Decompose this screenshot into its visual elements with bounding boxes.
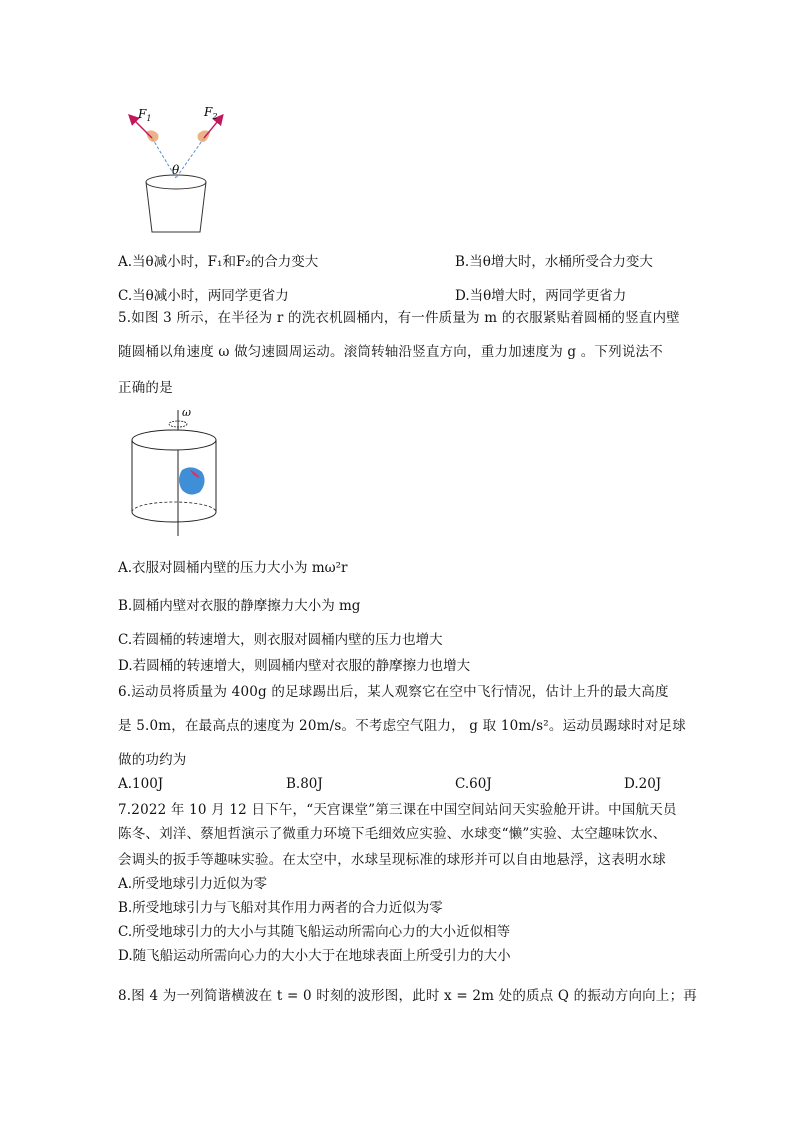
q6-stem-line2: 是 5.0m，在最高点的速度为 20m/s。不考虑空气阻力， g 取 10m/s²。运动员踢球时对足球	[118, 718, 686, 734]
q5-option-d: D.若圆桶的转速增大，则圆桶内壁对衣服的静摩擦力也增大	[118, 658, 471, 674]
q6-stem-line3: 做的功约为	[118, 752, 187, 768]
label-omega: ω	[182, 406, 191, 419]
q5-option-b: B.圆桶内壁对衣服的静摩擦力大小为 mg	[118, 598, 361, 614]
q4-option-a: A.当θ减小时，F₁和F₂的合力变大	[118, 254, 319, 270]
label-f1: $F_1$	[138, 107, 152, 123]
q7-stem-line3: 会调头的扳手等趣味实验。在太空中，水球呈现标准的球形并可以自由地悬浮，这表明水球	[118, 852, 666, 868]
drum-bottom-front	[132, 512, 216, 522]
q7-option-b: B.所受地球引力与飞船对其作用力两者的合力近似为零	[118, 900, 443, 916]
figure-bucket-forces	[118, 96, 228, 238]
q7-stem-line1: 7.2022 年 10 月 12 日下午，“天宫课堂”第三课在中国空间站问天实验舱开讲。中国航天员	[118, 802, 677, 818]
q7-option-d: D.随飞船运动所需向心力的大小大于在地球表面上所受引力的大小	[118, 948, 511, 964]
q8-stem-line1: 8.图 4 为一列简谐横波在 t = 0 时刻的波形图，此时 x = 2m 处的质点 Q 的振动方向向上；再	[118, 988, 697, 1004]
q5-stem-line1: 5.如图 3 所示，在半径为 r 的洗衣机圆桶内，有一件质量为 m 的衣服紧贴着圆桶的竖直内壁	[118, 310, 680, 326]
q4-option-c: C.当θ减小时，两同学更省力	[118, 288, 289, 304]
label-theta: θ	[172, 163, 180, 177]
q6-option-d: D.20J	[624, 776, 662, 792]
drum-bottom-back	[132, 502, 216, 512]
drum-top	[132, 430, 216, 450]
q5-stem-line2: 随圆桶以角速度 ω 做匀速圆周运动。滚筒转轴沿竖直方向，重力加速度为 g 。下列说法不	[118, 344, 663, 360]
hand-left-icon	[146, 130, 159, 142]
label-f2: $F_2$	[204, 105, 218, 121]
q7-option-c: C.所受地球引力的大小与其随飞船运动所需向心力的大小近似相等	[118, 924, 511, 940]
q5-option-c: C.若圆桶的转速增大，则衣服对圆桶内壁的压力也增大	[118, 632, 443, 648]
q4-option-d: D.当θ增大时，两同学更省力	[455, 288, 627, 304]
q6-stem-line1: 6.运动员将质量为 400g 的足球踢出后，某人观察它在空中飞行情况，估计上升的最大高度	[118, 684, 669, 700]
q4-option-b: B.当θ增大时，水桶所受合力变大	[455, 254, 653, 270]
q6-option-a: A.100J	[118, 776, 164, 792]
q6-option-b: B.80J	[286, 776, 323, 792]
q6-option-c: C.60J	[455, 776, 492, 792]
q5-option-a: A.衣服对圆桶内壁的压力大小为 mω²r	[118, 560, 348, 576]
figure-drum	[128, 404, 228, 540]
rope-right	[176, 138, 204, 178]
q7-stem-line2: 陈冬、刘洋、蔡旭哲演示了微重力环境下毛细效应实验、水球变“懒”实验、太空趣味饮水、	[118, 826, 667, 842]
q7-option-a: A.所受地球引力近似为零	[118, 876, 268, 892]
q5-stem-line3: 正确的是	[118, 380, 173, 396]
